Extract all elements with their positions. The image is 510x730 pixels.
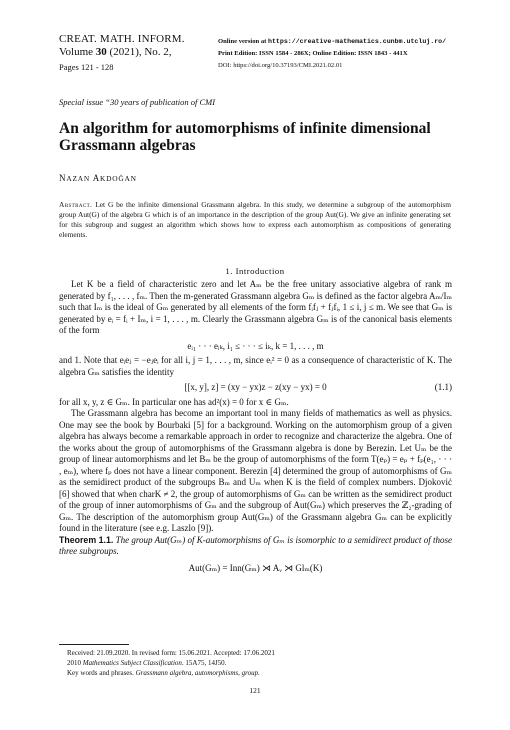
journal-volume: Volume 30 (2021), No. 2,	[59, 46, 172, 58]
paragraph-background: The Grassmann algebra has become an important tool in many fields of mathematics as well as physics. One may see the book by Bourbaki [5] for a background. Working on the automorphism group of a given algebra has always become a remarkable approach in order to recognize and characterize the algebra. One of the works about the group of automorphisms of the Grassmann algebra is done by Berezin. Let Uₘ be the group of linear automorphisms and let Bₘ be the group of automorphisms of the form T(eₚ) = eₚ + fₚ(e₁, · · · , eₘ), where fₚ does not have a linear component. Berezin [4] determined the group of automorphisms of Gₘ as the semidirect product of the subgroups Bₘ and Uₘ when K is the field of complex numbers. Djoković [6] showed that when charK ≠ 2, the group of automorphisms of Gₘ can be written as the semidirect product of the group of inner automorphisms of Gₘ and the subgroup of Aut(Gₘ) which preserves the ℤ₂-grading of Gₘ. The description of the automorphism group Aut(Gₘ) of the Grassmann algebra Gₘ can be explicitly found in the literature (see e.g. Laszlo [9]).	[59, 408, 452, 533]
theorem-text: The group Aut(Gₘ) of K-automorphisms of Gₘ is isomorphic to a semidirect product of those three subgroups.	[59, 534, 452, 556]
section-heading: 1. Introduction	[225, 266, 285, 276]
issn-line: Print Edition: ISSN 1584 - 286X; Online Edition: ISSN 1843 - 441X	[218, 50, 408, 57]
footnotes	[59, 648, 454, 678]
theorem-equation: Aut(Gₘ) = Inn(Gₘ) ⋊ Aᵥ ⋊ Glₘ(K)	[188, 562, 323, 573]
keywords: Key words and phrases. Grassmann algebra, automorphisms, group.	[67, 669, 260, 677]
special-issue-note: Special issue “30 years of publication of CMI	[59, 97, 216, 107]
equation-number: (1.1)	[434, 382, 452, 392]
abstract-label: Abstract.	[59, 200, 93, 209]
equation-basis: eᵢ₁ · · · eᵢₖ, i₁ ≤ · · · ≤ iₖ, k = 1, . . . , m	[187, 340, 324, 351]
online-url-link[interactable]: https://creative-mathematics.cunbm.utcluj.ro/	[268, 38, 447, 45]
paper-title: An algorithm for automorphisms of infinite dimensional Grassmann algebras	[59, 120, 431, 154]
journal-pages: Pages 121 - 128	[59, 62, 114, 72]
publication-info	[218, 36, 503, 72]
equation-identity: [[x, y], z] = (xy − yx)z − z(xy − yx) = 0 (1.1)	[184, 382, 452, 392]
abstract	[59, 200, 451, 240]
main-text	[59, 279, 452, 574]
paragraph-identity: and 1. Note that eᵢeⱼ = −eⱼeᵢ for all i, j = 1, . . . , m, since eᵢ² = 0 as a consequence of characteristic of K. The algebra Gₘ satisfies the identity	[59, 355, 452, 377]
online-version: Online version at https://creative-mathematics.cunbm.utcluj.ro/	[218, 38, 447, 45]
doi-link[interactable]: DOI: https://doi.org/10.37193/CMI.2021.02.01	[218, 62, 343, 69]
author-name: NAZAN AKDOĞAN	[59, 173, 137, 183]
paragraph-intro: Let K be a field of characteristic zero and let Aₘ be the free unitary associative algebra of rank m generated by f₁, . . . , fₘ. Then the m-generated Grassmann algebra Gₘ is defined as the factor algebra Aₘ/Iₘ such that Iₘ is the ideal of Gₘ generated by all elements of the form fᵢfⱼ + fⱼfᵢ, 1 ≤ i, j ≤ m. We see that Gₘ is generated by eᵢ = fᵢ + Iₘ, i = 1, . . . , m. Clearly the Grassmann algebra Gₘ is of the canonical basis elements of the form	[59, 279, 452, 335]
theorem-label: Theorem 1.1.	[59, 534, 114, 545]
abstract-text: Let G be the infinite dimensional Grassmann algebra. In this study, we determine a subgroup of the automorphism group Aut(G) of the algebra G which is of an importance in the description of the group Aut(G). We give an infinite generating set for this subgroup and suggest an algorithm which shows how to express each automorphism as compositions of generating elements.	[59, 200, 451, 239]
msc-classification: 2010 Mathematics Subject Classification. 15A75, 14J50.	[67, 659, 227, 667]
journal-name: CREAT. MATH. INFORM.	[59, 33, 185, 45]
journal-header	[59, 33, 229, 73]
paragraph-ad: for all x, y, z ∈ Gₘ. In particular one has ad²(x) = 0 for x ∈ Gₘ.	[59, 396, 289, 407]
page-number: 121	[249, 686, 261, 695]
footnote-rule	[59, 644, 129, 645]
received-dates: Received: 21.09.2020. In revised form: 15.06.2021. Accepted: 17.06.2021	[67, 649, 275, 657]
theorem	[59, 535, 452, 558]
